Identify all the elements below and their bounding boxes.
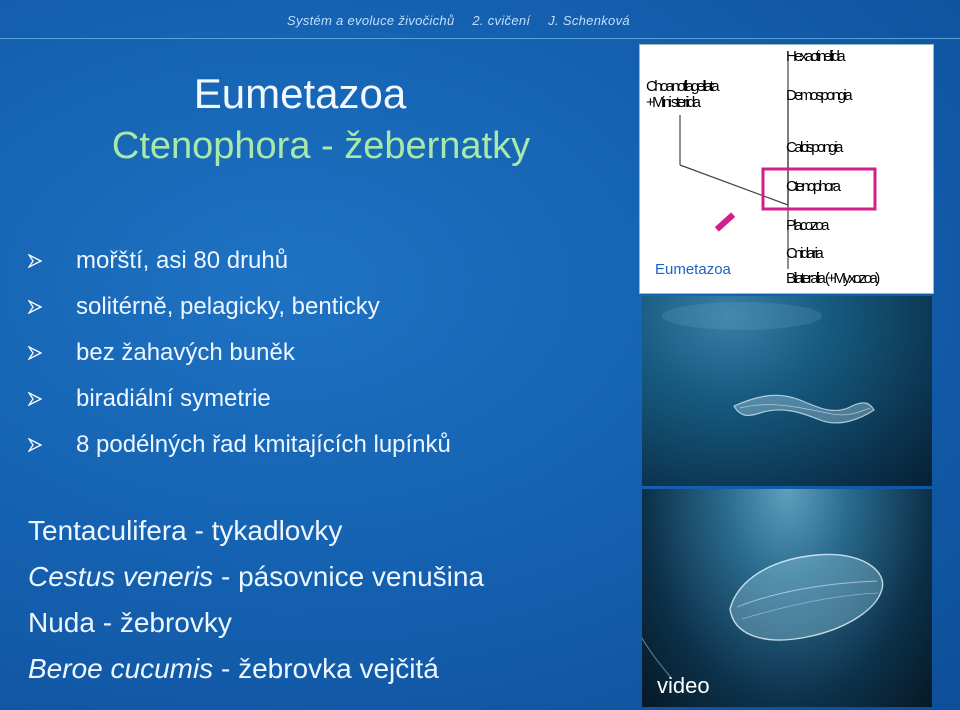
taxon-label: Ctenophora [786, 178, 839, 195]
phylogeny-diagram [639, 44, 934, 294]
eumetazoa-marker [715, 212, 735, 231]
bullet-text: biradiální symetrie [76, 385, 271, 412]
bullet-list [28, 238, 451, 468]
species-name: Beroe cucumis [28, 653, 214, 684]
header-course: Systém a evoluce živočichů [287, 13, 455, 28]
class-row [28, 604, 484, 650]
cestus-illustration [642, 296, 932, 486]
branch-base [680, 165, 788, 205]
header-text [287, 13, 644, 28]
class-row [28, 512, 484, 558]
bullet-item [28, 238, 451, 284]
bullet-item [28, 422, 451, 468]
class-text: Nuda - žebrovky [28, 607, 232, 638]
eumetazoa-label: Eumetazoa [655, 261, 731, 278]
arrow-bullet-icon [28, 254, 42, 268]
bullet-item [28, 284, 451, 330]
video-link[interactable]: video [657, 673, 710, 698]
bullet-item [28, 376, 451, 422]
header-bar [0, 0, 960, 40]
title-sub: Ctenophora - žebernatky [111, 125, 531, 167]
class-row [28, 650, 484, 696]
taxon-label: Hexactinellida [786, 48, 843, 65]
class-text: - žebrovka vejčitá [213, 653, 439, 684]
arrow-bullet-icon [28, 300, 42, 314]
title-main: Eumetazoa [193, 70, 407, 117]
arrow-bullet-icon [28, 438, 42, 452]
class-text: - pásovnice venušina [213, 561, 485, 592]
species-name: Cestus veneris [28, 561, 214, 592]
classification-list [28, 512, 484, 696]
taxon-label: Bilateralia (+Myxozoa) [786, 270, 878, 287]
bullet-text: mořští, asi 80 druhů [76, 247, 289, 274]
bullet-text: solitérně, pelagicky, benticky [76, 293, 380, 320]
arrow-bullet-icon [28, 392, 42, 406]
taxon-label: Choanoflagellata [646, 78, 717, 95]
taxon-label: Cnidaria [786, 245, 822, 262]
bullet-item [28, 330, 451, 376]
header-exercise: 2. cvičení [472, 13, 531, 28]
class-row [28, 558, 484, 604]
taxon-label: Placozoa [786, 217, 827, 234]
bullet-text: 8 podélných řad kmitajících lupínků [76, 431, 451, 458]
bullet-text: bez žahavých buněk [76, 339, 295, 366]
taxon-label: Calcispongia [786, 139, 841, 156]
taxon-label: +Mini steriida [646, 94, 699, 111]
header-author: J. Schenková [548, 13, 630, 28]
header-divider [0, 38, 960, 39]
arrow-bullet-icon [28, 346, 42, 360]
taxon-label: Demospongia [786, 87, 850, 104]
cestus-photo [642, 296, 932, 486]
class-text: Tentaculifera - tykadlovky [28, 515, 343, 546]
